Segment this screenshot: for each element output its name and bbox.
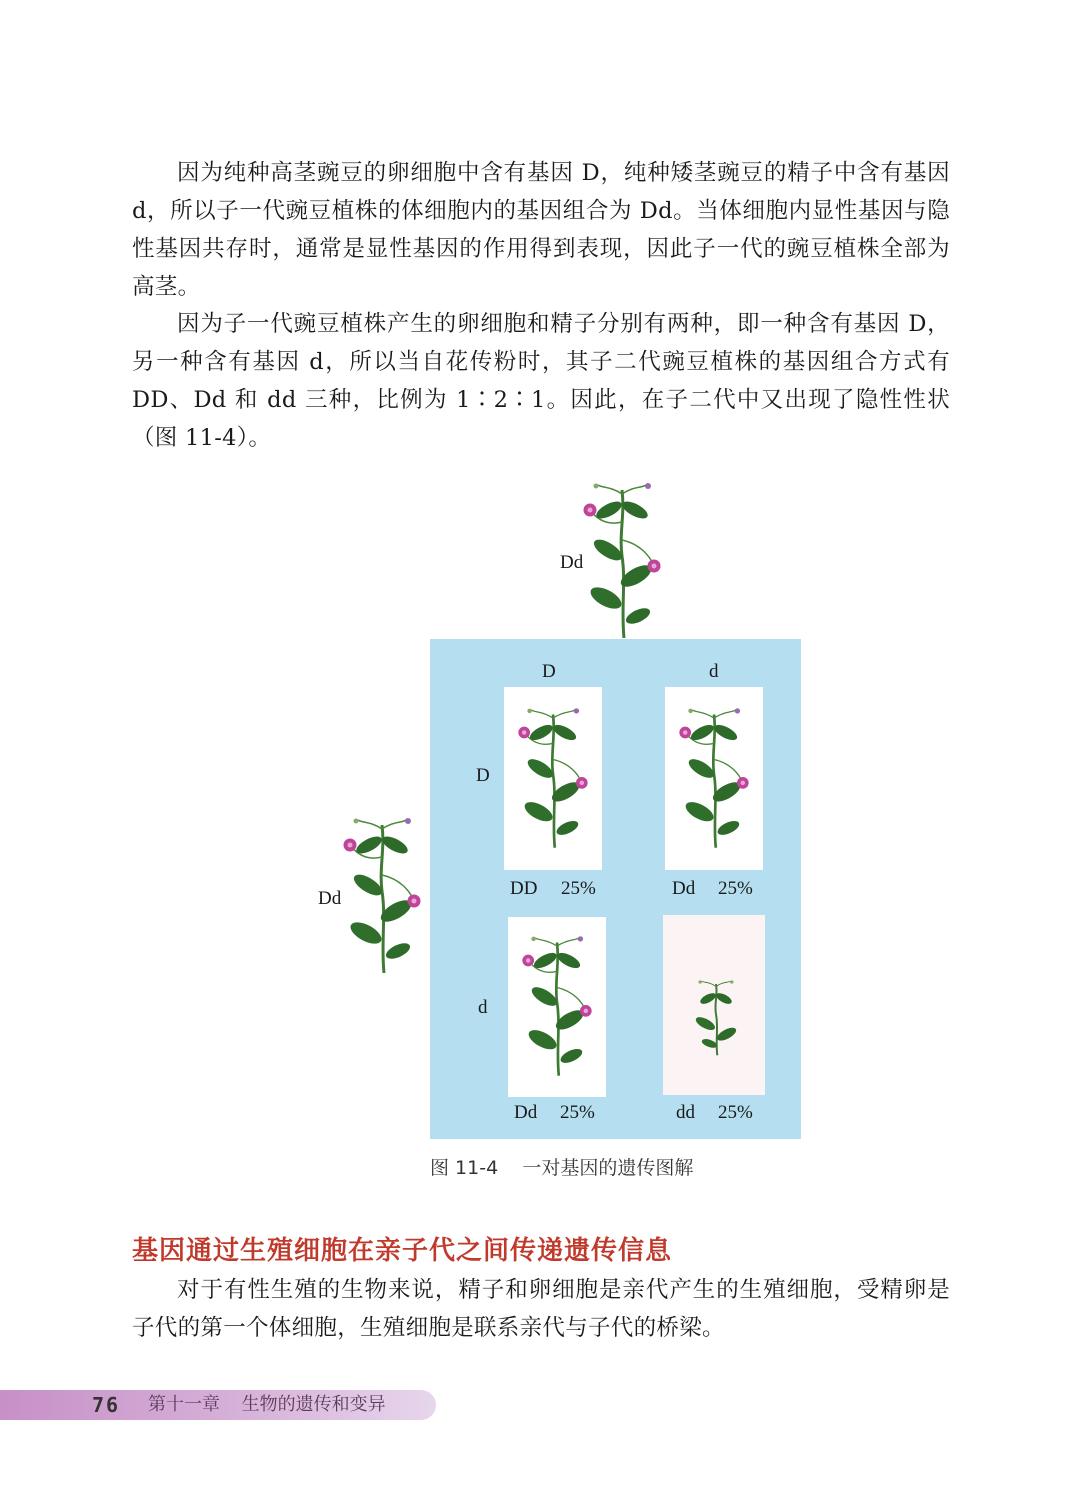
page-number: 76 [92, 1393, 121, 1417]
paragraph-3: 对于有性生殖的生物来说，精子和卵细胞是亲代产生的生殖细胞，受精卵是子代的第一个体细胞，生殖细胞是联系亲代与子代的桥梁。 [132, 1277, 950, 1341]
parent-top-label: Dd [560, 552, 584, 573]
offspring-plant-short [683, 977, 749, 1057]
cell-1-genotype: DD [510, 878, 538, 899]
row-header-2: d [478, 997, 488, 1018]
cell-2-percent: 25% [718, 878, 753, 899]
figure-caption: 图 11-4 一对基因的遗传图解 [430, 1157, 694, 1179]
offspring-cell-dd-upper-right [665, 687, 763, 870]
cell-4-genotype: dd [676, 1102, 695, 1123]
row-header-1: D [476, 765, 490, 786]
paragraph-2: 因为子一代豌豆植株产生的卵细胞和精子分别有两种，即一种含有基因 D，另一种含有基因 d，所以当自花传粉时，其子二代豌豆植株的基因组合方式有 DD、Dd 和 dd 三种，比例为 1∶2∶1。因此，在子二代中又出现了隐性性状（图 11-4）。 [132, 311, 950, 451]
offspring-plant-tall [508, 695, 598, 860]
punnett-square [430, 639, 801, 1139]
offspring-cell-dd-lower-left [508, 917, 606, 1097]
chapter-title: 第十一章 生物的遗传和变异 [148, 1394, 386, 1415]
cell-3-genotype: Dd [514, 1102, 538, 1123]
offspring-plant-tall [669, 695, 759, 860]
section-heading: 基因通过生殖细胞在亲子代之间传递遗传信息 [132, 1236, 673, 1266]
offspring-cell-recessive [663, 915, 765, 1095]
cell-1-percent: 25% [561, 878, 596, 899]
paragraph-1: 因为纯种高茎豌豆的卵细胞中含有基因 D，纯种矮茎豌豆的精子中含有基因 d，所以子一代豌豆植株的体细胞内的基因组合为 Dd。当体细胞内显性基因与隐性基因共存时，通常是显性基因的作用得到表现，因此子一代的豌豆植株全部为高茎。 [132, 160, 950, 300]
offspring-plant-tall [512, 923, 602, 1088]
cell-3-percent: 25% [560, 1102, 595, 1123]
parent-plant-left [332, 815, 432, 975]
parent-plant-top [572, 480, 672, 640]
parent-left-label: Dd [318, 888, 342, 909]
column-header-2: d [709, 661, 719, 682]
cell-4-percent: 25% [718, 1102, 753, 1123]
cell-2-genotype: Dd [672, 878, 696, 899]
offspring-cell-dd-dominant [504, 687, 602, 870]
column-header-1: D [542, 661, 556, 682]
